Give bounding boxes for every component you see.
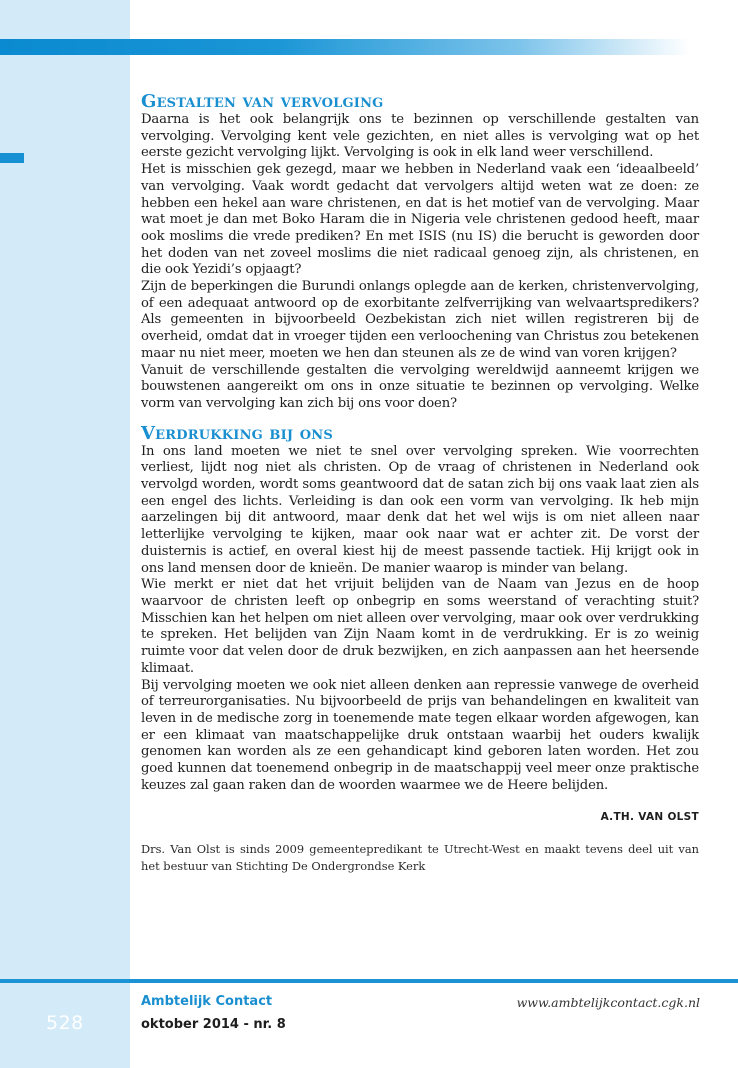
paragraph: In ons land moeten we niet te snel over vervolging spreken. Wie voorrechten verliest, lijdt nog niet als christen. Op de vraag of christenen in Nederland ook vervolgd worden, wordt soms geantwoord dat de satan zich bij ons vaak laat zien als een engel des lichts. Verleiding is dan ook een vorm van vervolging. Ik heb mijn aarzelingen bij dit antwoord, maar denk dat het wel wijs is om niet alleen naar letterlijke vervolging te kijken, maar ook naar wat er achter zit. De vorst der duisternis is actief, en overal kiest hij de meest passende tactiek. Hij krijgt ook in ons land mensen door de knieën. De manier waarop is minder van belang. bbox=[141, 443, 699, 576]
paragraph: Vanuit de verschillende gestalten die vervolging wereldwijd aanneemt krijgen we bouwstenen aangereikt om ons in onze situatie te bezinnen op vervolging. Welke vorm van vervolging kan zich bij ons voor doen? bbox=[141, 362, 699, 411]
paragraph: Het is misschien gek gezegd, maar we hebben in Nederland vaak een ‘ideaalbeeld’ van vervolging. Vaak wordt gedacht dat vervolgers altijd weten wat ze doen: ze hebben een hekel aan ware christenen, en dat is het motief van de vervolging. Maar wat moet je dan met Boko Haram die in Nigeria vele christenen gedood heeft, maar ook moslims die vrede prediken? En met ISIS (nu IS) die berucht is geworden door het doden van net zoveel moslims die niet radicaal genoeg zijn, als christenen, en die ook Yezidi’s opjaagt? bbox=[141, 162, 699, 278]
header-gradient-bar bbox=[0, 39, 690, 55]
paragraph: Bij vervolging moeten we ook niet alleen denken aan repressie vanwege de overheid of terreurorganisaties. Nu bijvoorbeeld de prijs van behandelingen en kwaliteit van leven in de medische zorg in toenemende mate tegen elkaar worden afgewogen, kan er een klimaat van maatschappelijke druk ontstaan waarbij het ouders kwalijk genomen kan worden als ze een gehandicapt kind geboren laten worden. Het zou goed kunnen dat toenemend onbegrip in de maatschappij veel meer onze praktische keuzes zal gaan raken dan de woorden waarmee we de Heere belijden. bbox=[141, 677, 699, 793]
issue-label: oktober 2014 - nr. 8 bbox=[141, 1017, 286, 1032]
side-marker bbox=[0, 153, 24, 163]
paragraph: Wie merkt er niet dat het vrijuit belijden van de Naam van Jezus en de hoop waarvoor de christen leeft op onbegrip en soms weerstand of verachting stuit? Misschien kan het helpen om niet alleen over vervolging, maar ook over verdrukking te spreken. Het belijden van Zijn Naam komt in de verdrukking. Er is zo weinig ruimte voor dat velen door de druk bezwijken, en zich aanpassen aan het heersende klimaat. bbox=[141, 577, 699, 676]
website-link[interactable]: www.ambtelijkcontact.cgk.nl bbox=[516, 995, 700, 1010]
section-heading-gestalten: Gestalten van vervolging bbox=[141, 91, 384, 112]
author-bio: Drs. Van Olst is sinds 2009 gemeentepredikant te Utrecht-West en maakt tevens deel uit van het bestuur van Stichting De Ondergrondse Kerk bbox=[141, 842, 699, 874]
article-body bbox=[141, 92, 699, 875]
magazine-title: Ambtelijk Contact bbox=[141, 994, 273, 1009]
page-number: 528 bbox=[46, 1012, 84, 1034]
section-heading-verdrukking: Verdrukking bij ons bbox=[141, 422, 333, 444]
paragraph: Daarna is het ook belangrijk ons te bezinnen op verschillende gestalten van vervolging. Vervolging kent vele gezichten, en niet alles is vervolging wat op het eerste gezicht vervolging lijkt. Vervolging is ook in elk land weer verschillend. bbox=[141, 112, 699, 161]
paragraph: Zijn de beperkingen die Burundi onlangs oplegde aan de kerken, christenvervolging, of een adequaat antwoord op de exorbitante zelfverrijking van welvaartspredikers? Als gemeenten in bijvoorbeeld Oezbekistan zich niet willen registreren bij de overheid, omdat dat in vroeger tijden een verloochening van Christus zou betekenen maar nu niet meer, moeten we hen dan steunen als ze de wind van voren krijgen? bbox=[141, 279, 699, 361]
footer-divider bbox=[0, 979, 738, 983]
author-signature: A.TH. VAN OLST bbox=[600, 811, 699, 824]
